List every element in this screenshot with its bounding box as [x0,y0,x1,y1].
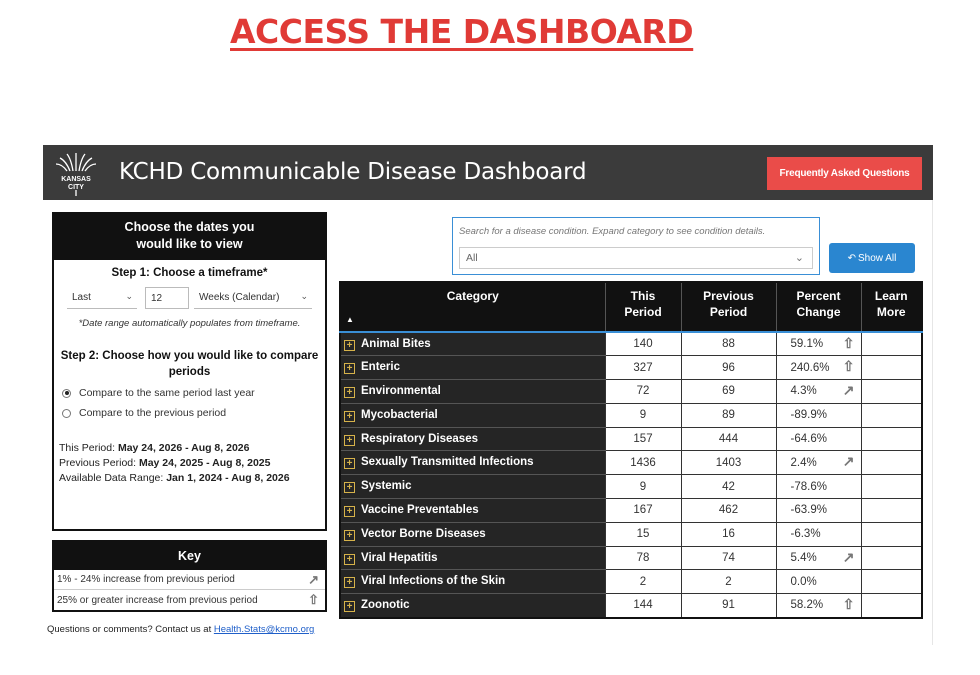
expand-icon[interactable]: + [344,577,355,588]
key-row-moderate-label: 1% - 24% increase from previous period [57,574,235,585]
table-row[interactable] [340,427,922,451]
key-row-high-label: 25% or greater increase from previous period [57,594,258,606]
category-cell[interactable] [340,522,605,546]
learn-more-cell[interactable] [861,356,922,380]
this-period-cell: 167 [605,499,681,523]
percent-change-cell [776,332,861,356]
date-panel-heading-line2: would like to view [136,237,243,251]
sort-ascending-icon: ▲ [346,315,354,324]
radio-same-period-label: Compare to the same period last year [79,387,255,399]
timeframe-unit-value: Weeks (Calendar) [199,292,280,303]
table-row[interactable] [340,594,922,618]
this-period-cell: 144 [605,594,681,618]
show-all-label: Show All [858,252,897,264]
learn-more-cell[interactable] [861,403,922,427]
previous-period-cell: 1403 [681,451,776,475]
this-period-cell: 9 [605,475,681,499]
dashboard [43,145,933,645]
percent-change-value: 4.3% [790,385,817,398]
disease-table [339,281,923,619]
header-previous-period-label: Previous Period [703,289,754,319]
category-label: Systemic [361,480,412,493]
table-row[interactable] [340,546,922,570]
header-category[interactable] [340,282,605,332]
step2-label: Step 2: Choose how you would like to compare periods [60,350,319,378]
previous-period-cell: 16 [681,522,776,546]
percent-change-value: 240.6% [790,361,830,374]
arrow-up-right-icon: ↗ [308,572,319,587]
previous-period-line [59,456,325,471]
category-cell[interactable] [340,594,605,618]
category-label: Animal Bites [361,337,431,350]
category-label: Respiratory Diseases [361,432,478,445]
previous-period-cell: 96 [681,356,776,380]
header-this-period-label: This Period [624,289,662,319]
chevron-down-icon: ⌄ [300,291,308,301]
percent-change-value: -6.3% [790,528,821,541]
expand-icon[interactable]: + [344,554,355,565]
timeframe-controls [54,284,325,314]
table-row[interactable] [340,570,922,594]
this-period-value: May 24, 2026 - Aug 8, 2026 [117,442,250,454]
category-cell[interactable] [340,403,605,427]
dashboard-header [43,145,933,200]
learn-more-cell[interactable] [861,332,922,356]
header-category-label: Category [446,289,499,303]
this-period-cell: 140 [605,332,681,356]
table-row[interactable] [340,380,922,404]
category-label: Enteric [361,361,400,374]
category-cell[interactable] [340,499,605,523]
table-row[interactable] [340,499,922,523]
previous-period-cell: 42 [681,475,776,499]
percent-change-value: -78.6% [790,480,827,493]
previous-period-value: May 24, 2025 - Aug 8, 2025 [138,457,271,469]
percent-change-value: 59.1% [790,338,824,351]
timeframe-note: *Date range automatically populates from timeframe. [78,318,301,329]
previous-period-cell: 89 [681,403,776,427]
percent-change-cell [776,356,861,380]
category-cell[interactable] [340,546,605,570]
header-this-period[interactable] [605,282,681,332]
percent-change-value: -89.9% [790,409,827,422]
this-period-label: This Period: [59,442,116,454]
expand-icon[interactable]: + [344,601,355,612]
expand-icon[interactable]: + [344,340,355,351]
arrow-up-icon: ⇧ [842,358,855,375]
data-range-label: Available Data Range: [59,472,164,484]
expand-icon[interactable]: + [344,387,355,398]
last-select-value: Last [72,292,91,303]
percent-change-value: -63.9% [790,504,827,517]
header-percent-change-label: Percent Change [796,289,841,319]
table-row[interactable] [340,451,922,475]
category-label: Zoonotic [361,598,410,611]
table-header-row [340,282,922,332]
learn-more-cell[interactable] [861,475,922,499]
percent-change-value: 2.4% [790,456,817,469]
date-panel-heading-line1: Choose the dates you [124,220,255,234]
percent-change-cell [776,546,861,570]
disease-select-value: All [466,252,478,264]
this-period-cell: 327 [605,356,681,380]
learn-more-cell[interactable] [861,451,922,475]
disease-select[interactable] [459,247,813,269]
arrow-up-icon: ⇧ [842,335,855,351]
chevron-down-icon: ⌄ [125,291,133,301]
header-percent-change[interactable] [776,282,861,332]
learn-more-cell[interactable] [861,522,922,546]
disease-search [452,217,820,275]
category-cell[interactable] [340,427,605,451]
percent-change-cell [776,427,861,451]
radio-previous-period[interactable] [62,406,325,420]
learn-more-cell[interactable] [861,570,922,594]
svg-text:CITY: CITY [68,184,84,191]
svg-text:KANSAS: KANSAS [61,176,91,183]
category-cell[interactable] [340,332,605,356]
category-label: Vaccine Preventables [361,503,479,516]
page-title: ACCESS THE DASHBOARD [230,12,694,51]
percent-change-cell [776,594,861,618]
timeframe-unit-select[interactable] [194,287,312,309]
previous-period-cell: 74 [681,546,776,570]
contact-email-link[interactable]: Health.Stats@kcmo.org [213,624,315,635]
previous-period-cell: 88 [681,332,776,356]
header-previous-period[interactable] [681,282,776,332]
period-info [59,441,325,486]
percent-change-value: 5.4% [790,552,817,565]
learn-more-cell[interactable] [861,427,922,451]
this-period-cell: 9 [605,403,681,427]
arrow-up-icon: ⇧ [842,596,855,613]
category-cell[interactable] [340,356,605,380]
reset-icon: ↶ [847,252,857,264]
category-label: Environmental [361,384,441,397]
data-range-line [59,471,325,486]
arrow-up-right-icon: ↗ [842,548,855,565]
category-label: Viral Hepatitis [361,551,438,564]
previous-period-cell: 2 [681,570,776,594]
category-label: Mycobacterial [361,408,438,421]
last-select[interactable] [67,287,137,309]
learn-more-cell[interactable] [861,380,922,404]
arrow-up-icon: ⇧ [308,592,319,607]
table-row[interactable] [340,403,922,427]
table-body [340,332,922,618]
search-placeholder: Search for a disease condition. Expand category to see condition details. [459,226,766,237]
this-period-cell: 157 [605,427,681,451]
table-row[interactable] [340,522,922,546]
this-period-cell: 2 [605,570,681,594]
radio-button-selected[interactable] [62,389,71,398]
arrow-up-right-icon: ↗ [842,453,855,470]
show-all-button[interactable] [829,243,915,273]
percent-change-cell [776,475,861,499]
category-cell[interactable] [340,451,605,475]
kansas-city-logo-icon [51,149,101,197]
expand-icon[interactable]: + [344,530,355,541]
previous-period-cell: 444 [681,427,776,451]
table-row[interactable] [340,475,922,499]
this-period-cell: 1436 [605,451,681,475]
key-row-high [54,590,325,610]
category-label: Vector Borne Diseases [361,527,486,540]
expand-icon[interactable]: + [344,435,355,446]
header-learn-more-label: Learn More [874,289,908,319]
header-learn-more[interactable] [861,282,922,332]
percent-change-value: 0.0% [790,575,817,588]
previous-period-cell: 69 [681,380,776,404]
category-label: Viral Infections of the Skin [361,575,506,588]
contact-line [47,624,314,635]
key-heading: Key [54,542,325,570]
faq-button[interactable]: Frequently Asked Questions [767,157,922,190]
radio-same-period[interactable] [62,386,325,400]
learn-more-cell[interactable] [861,499,922,523]
data-range-value: Jan 1, 2024 - Aug 8, 2026 [166,472,290,484]
key-row-moderate [54,570,325,590]
percent-change-cell [776,451,861,475]
chevron-down-icon: ⌄ [794,252,804,264]
expand-icon[interactable]: + [344,482,355,493]
date-panel-heading [54,214,325,260]
this-period-cell: 72 [605,380,681,404]
table-row[interactable] [340,356,922,380]
percent-change-cell [776,380,861,404]
expand-icon[interactable]: + [344,506,355,517]
category-cell[interactable] [340,570,605,594]
this-period-cell: 78 [605,546,681,570]
percent-change-cell [776,499,861,523]
this-period-line [59,441,325,456]
key-panel [52,540,327,612]
expand-icon[interactable]: + [344,411,355,422]
step1-label: Step 1: Choose a timeframe* [111,267,268,279]
category-label: Sexually Transmitted Infections [361,456,534,469]
expand-icon[interactable]: + [344,458,355,469]
this-period-cell: 15 [605,522,681,546]
percent-change-cell [776,522,861,546]
timeframe-count-input[interactable]: 12 [145,287,189,309]
previous-period-cell: 91 [681,594,776,618]
radio-previous-period-label: Compare to the previous period [79,407,227,419]
expand-icon[interactable]: + [344,363,355,374]
arrow-up-right-icon: ↗ [842,382,855,399]
contact-text: Questions or comments? Contact us at [47,624,212,635]
table-row[interactable] [340,332,922,356]
learn-more-cell[interactable] [861,594,922,618]
percent-change-value: 58.2% [790,599,824,612]
learn-more-cell[interactable] [861,546,922,570]
previous-period-label: Previous Period: [59,457,137,469]
category-cell[interactable] [340,380,605,404]
category-cell[interactable] [340,475,605,499]
date-selection-panel [52,212,327,531]
dashboard-title: KCHD Communicable Disease Dashboard [119,159,587,185]
percent-change-cell [776,403,861,427]
percent-change-cell [776,570,861,594]
radio-button[interactable] [62,409,71,418]
percent-change-value: -64.6% [790,433,827,446]
previous-period-cell: 462 [681,499,776,523]
